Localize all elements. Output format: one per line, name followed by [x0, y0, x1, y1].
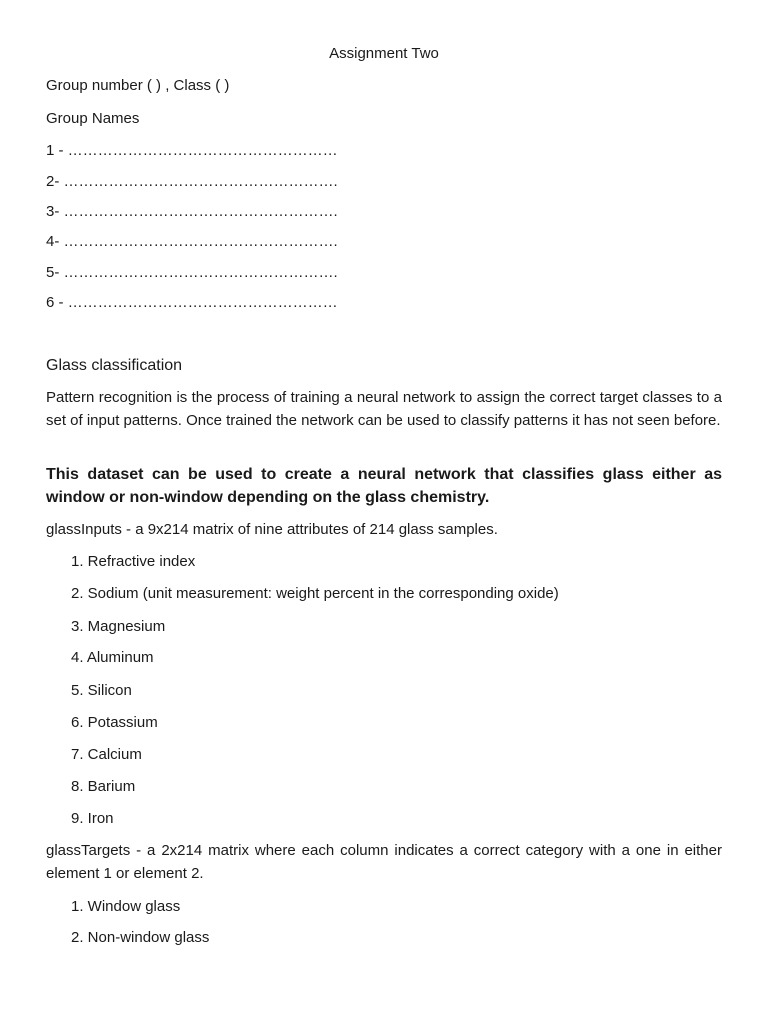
attribute-item: 8. Barium — [71, 778, 136, 795]
attribute-item: 2. Sodium (unit measurement: weight percent in the corresponding oxide) — [71, 585, 559, 602]
attribute-item: 9. Iron — [71, 810, 114, 827]
targets-description: glassTargets - a 2x214 matrix where each column indicates a correct category with a one in either element 1 or element 2. — [46, 842, 722, 882]
name-line-1: 1 - ……………………………………………… — [46, 142, 338, 159]
attribute-item: 6. Potassium — [71, 714, 158, 731]
attribute-item: 4. Aluminum — [71, 649, 154, 666]
attribute-item: 7. Calcium — [71, 746, 142, 763]
name-line-2: 2- ………………………………………………. — [46, 173, 338, 190]
name-line-3: 3- ………………………………………………. — [46, 203, 338, 220]
intro-paragraph: Pattern recognition is the process of training a neural network to assign the correct target classes to a set of input patterns. Once trained the network can be used to classify patterns it has not seen before. — [46, 389, 722, 429]
group-names-label: Group Names — [46, 110, 140, 127]
section-heading: Glass classification — [46, 357, 183, 374]
attribute-item: 3. Magnesium — [71, 618, 166, 635]
bold-statement: This dataset can be used to create a neural network that classifies glass either as window or non-window depending on the glass chemistry. — [46, 466, 722, 506]
target-item: 2. Non-window glass — [71, 929, 210, 946]
inputs-description: glassInputs - a 9x214 matrix of nine attributes of 214 glass samples. — [46, 521, 498, 538]
target-item: 1. Window glass — [71, 898, 181, 915]
name-line-5: 5- ………………………………………………. — [46, 264, 338, 281]
attribute-item: 5. Silicon — [71, 682, 132, 699]
name-line-4: 4- ………………………………………………. — [46, 233, 338, 250]
name-line-6: 6 - ……………………………………………… — [46, 294, 338, 311]
group-number-line: Group number ( ) , Class ( ) — [46, 77, 230, 94]
attribute-item: 1. Refractive index — [71, 553, 196, 570]
page-title: Assignment Two — [329, 45, 439, 62]
